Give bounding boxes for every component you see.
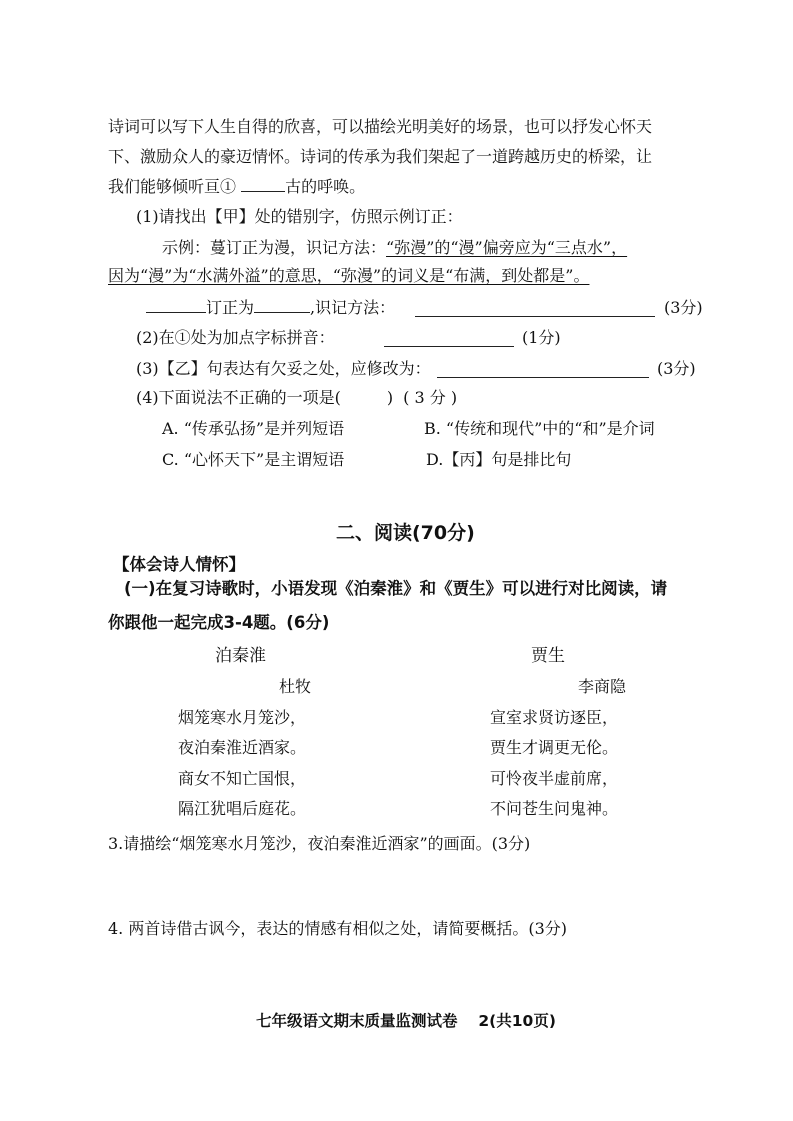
poem-2-line-3: 可怜夜半虚前席， — [490, 769, 619, 788]
q4-paren-close: ) — [386, 388, 394, 407]
poem-1-line-3: 商女不知亡国恨， — [178, 769, 307, 788]
poem-2-line-2: 贾生才调更无伦。 — [490, 738, 619, 757]
q2-blank[interactable] — [384, 346, 514, 347]
reading-question-3: 3.请描绘“烟笼寒水月笼沙，夜泊秦淮近酒家”的画面。(3分) — [108, 834, 531, 853]
q1-correct-char-blank[interactable] — [254, 298, 310, 313]
poem-1-line-2: 夜泊秦淮近酒家。 — [178, 738, 307, 757]
intro-line-1: 诗词可以写下人生自得的欣喜，可以描绘光明美好的场景，也可以抒发心怀天 — [108, 117, 653, 136]
poem-2-line-4: 不问苍生问鬼神。 — [490, 799, 619, 818]
poem-2-author: 李商隐 — [578, 677, 627, 696]
q1-method-label: ,识记方法： — [310, 298, 396, 317]
intro-line-2: 下、激励众人的豪迈情怀。诗词的传承为我们架起了一道跨越历史的桥梁，让 — [108, 147, 653, 166]
q4-option-b: B. “传统和现代”中的“和”是介词 — [424, 419, 655, 438]
intro-line-3-pre: 我们能够倾听亘① — [108, 177, 242, 196]
q1-prompt: (1)请找出【甲】处的错别字，仿照示例订正： — [136, 207, 463, 226]
q1-method-blank[interactable] — [415, 316, 655, 317]
q4-score: ( 3 分 ) — [403, 388, 458, 407]
q2-score: (1分) — [522, 328, 561, 347]
q3-blank[interactable] — [437, 377, 649, 378]
q3-score: (3分) — [657, 359, 696, 378]
blank-1[interactable] — [241, 177, 285, 192]
q2-prompt: (2)在①处为加点字标拼音： — [136, 328, 335, 347]
group-1-intro-line-1: (一)在复习诗歌时，小语发现《泊秦淮》和《贾生》可以进行对比阅读，请 — [124, 579, 668, 598]
intro-line-3 — [108, 177, 365, 197]
page-footer: 七年级语文期末质量监测试卷 2(共10页) — [256, 1012, 556, 1030]
section-2-subhead: 【体会诗人情怀】 — [113, 555, 245, 574]
q1-example-prefix: 示例：蔓订正为漫，识记方法： — [162, 238, 387, 257]
poem-1-title: 泊秦淮 — [215, 646, 266, 666]
q1-wrong-char-blank[interactable] — [146, 298, 206, 313]
poem-2-title: 贾生 — [531, 646, 565, 666]
intro-line-3-post: 古的呼唤。 — [285, 177, 366, 196]
q3-prompt: (3)【乙】句表达有欠妥之处，应修改为： — [136, 359, 431, 378]
q4-option-d: D.【丙】句是排比句 — [426, 450, 572, 469]
q4-prompt-line — [136, 388, 457, 408]
q4-option-c: C. “心怀天下”是主谓短语 — [162, 450, 345, 469]
q1-example-line-1 — [162, 238, 627, 258]
q4-option-a: A. “传承弘扬”是并列短语 — [162, 419, 345, 438]
q4-prompt: (4)下面说法不正确的一项是( — [136, 388, 341, 407]
poem-1-author: 杜牧 — [279, 677, 312, 696]
reading-question-4: 4. 两首诗借古讽今，表达的情感有相似之处，请简要概括。(3分) — [108, 919, 568, 938]
q1-answer-line — [146, 298, 395, 318]
section-2-title: 二、阅读(70分) — [336, 522, 475, 544]
group-1-intro-line-2: 你跟他一起完成3-4题。(6分) — [108, 613, 330, 632]
poem-2-line-1: 宣室求贤访逐臣， — [490, 708, 619, 727]
poem-1-line-1: 烟笼寒水月笼沙， — [178, 708, 307, 727]
q1-correct-label: 订正为 — [206, 298, 255, 317]
q1-example-line-2: 因为“漫”为“水满外溢”的意思，“弥漫”的词义是“布满，到处都是”。 — [108, 266, 590, 285]
q1-example-underlined-1: “弥漫”的“漫”偏旁应为“三点水”， — [386, 238, 628, 257]
poem-1-line-4: 隔江犹唱后庭花。 — [178, 799, 307, 818]
q1-score: (3分) — [664, 298, 703, 317]
